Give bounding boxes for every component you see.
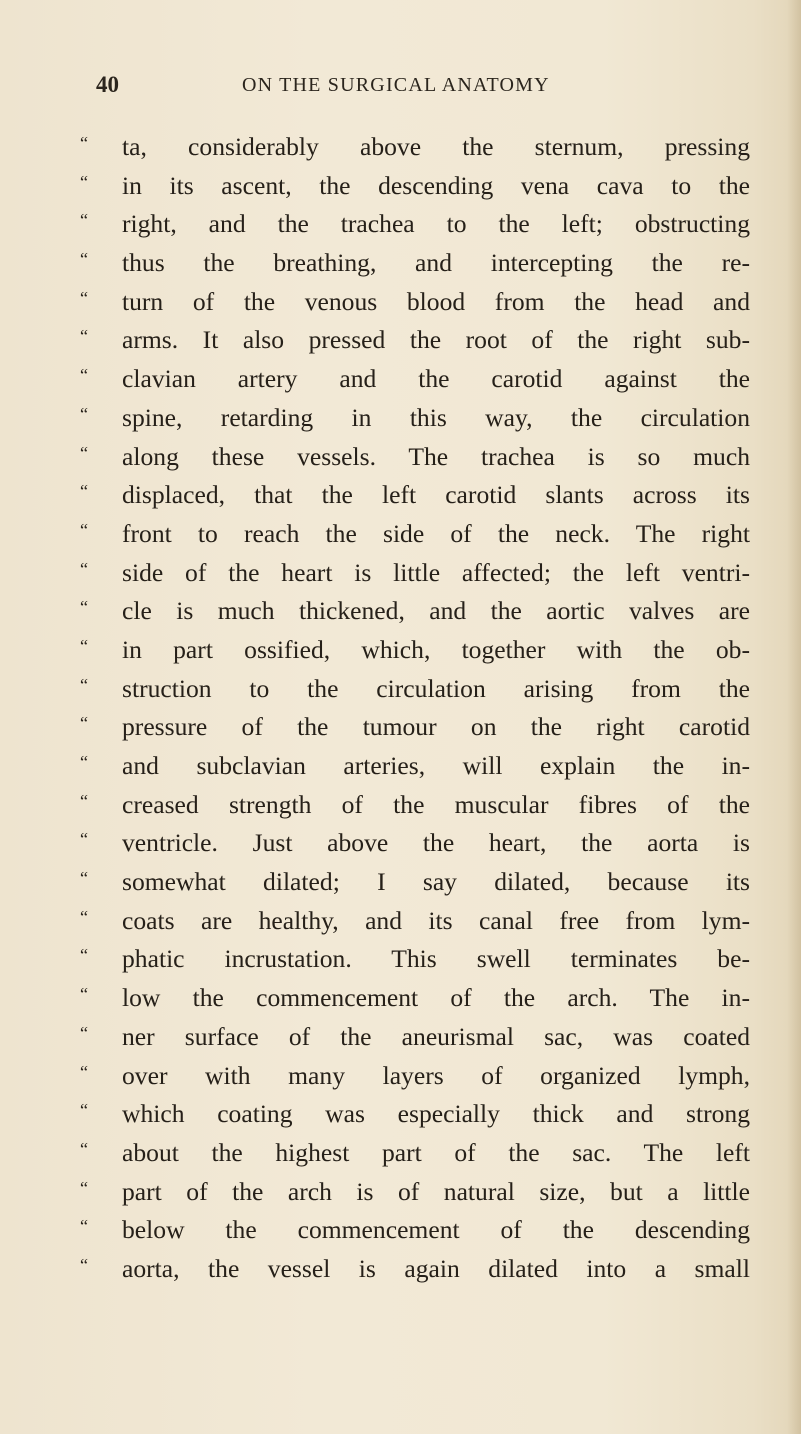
line-text: clavian artery and the carotid against the <box>122 364 750 394</box>
line-text: which coating was especially thick and strong <box>122 1099 750 1129</box>
line-text: right, and the trachea to the left; obstructing <box>122 209 750 239</box>
text-line <box>80 244 750 283</box>
line-text: in part ossified, which, together with the ob- <box>122 634 750 664</box>
quote-mark: “ <box>80 171 88 192</box>
running-head <box>96 72 656 102</box>
text-line <box>80 824 750 863</box>
text-line <box>80 1211 750 1250</box>
line-text: and subclavian arteries, will explain the in- <box>122 751 750 780</box>
quote-mark: “ <box>80 597 88 618</box>
line-text: turn of the venous blood from the head and <box>122 286 750 316</box>
line-text: front to reach the side of the neck. The right <box>122 518 750 548</box>
quote-mark: “ <box>80 1138 88 1159</box>
text-line <box>80 321 750 360</box>
quote-mark: “ <box>80 133 88 153</box>
quote-mark: “ <box>80 558 88 579</box>
text-line <box>80 670 750 709</box>
quote-mark: “ <box>80 1177 88 1198</box>
text-line <box>80 476 750 515</box>
text-line <box>80 554 750 593</box>
text-line <box>80 1134 750 1173</box>
line-text: struction to the circulation arising from the <box>122 673 750 703</box>
quote-mark: “ <box>80 945 88 966</box>
line-text: about the highest part of the sac. The left <box>122 1137 750 1167</box>
line-text: ventricle. Just above the heart, the aorta is <box>122 828 750 858</box>
text-line <box>80 438 750 477</box>
text-line <box>80 592 750 631</box>
text-line <box>80 863 750 902</box>
line-text: part of the arch is of natural size, but a little <box>122 1176 750 1206</box>
quote-mark: “ <box>80 403 88 424</box>
quote-mark: “ <box>80 635 88 656</box>
quote-mark: “ <box>80 365 88 386</box>
line-text: spine, retarding in this way, the circulation <box>122 402 750 432</box>
text-line <box>80 128 750 167</box>
text-line <box>80 1057 750 1096</box>
quote-mark: “ <box>80 790 88 811</box>
quote-mark: “ <box>80 984 88 1005</box>
text-line <box>80 631 750 670</box>
running-title: ON THE SURGICAL ANATOMY <box>242 74 550 96</box>
quote-mark: “ <box>80 1061 88 1082</box>
line-text: pressure of the tumour on the right carotid <box>122 712 750 742</box>
quote-mark: “ <box>80 442 88 463</box>
quote-mark: “ <box>80 674 88 695</box>
quote-mark: “ <box>80 829 88 850</box>
line-text: cle is much thickened, and the aortic valves are <box>122 596 750 626</box>
line-text: coats are healthy, and its canal free from lym- <box>122 905 750 935</box>
text-line <box>80 167 750 206</box>
line-text: thus the breathing, and intercepting the re- <box>122 248 750 278</box>
page-number: 40 <box>96 72 119 97</box>
quote-mark: “ <box>80 906 88 927</box>
text-line <box>80 786 750 825</box>
body-text <box>80 128 750 1289</box>
quote-mark: “ <box>80 481 88 502</box>
text-line <box>80 399 750 438</box>
text-line <box>80 747 750 786</box>
line-text: low the commencement of the arch. The in- <box>122 983 750 1013</box>
quote-mark: “ <box>80 326 88 347</box>
text-line <box>80 515 750 554</box>
line-text: creased strength of the muscular fibres of the <box>122 789 750 819</box>
line-text: arms. It also pressed the root of the right sub- <box>122 325 750 355</box>
line-text: phatic incrustation. This swell terminates be- <box>122 944 750 974</box>
line-text: over with many layers of organized lymph, <box>122 1060 750 1090</box>
line-text: along these vessels. The trachea is so much <box>122 441 750 471</box>
text-line <box>80 1095 750 1134</box>
line-text: below the commencement of the descending <box>122 1215 750 1245</box>
text-line <box>80 1173 750 1212</box>
line-text: in its ascent, the descending vena cava to the <box>122 170 750 200</box>
quote-mark: “ <box>80 1100 88 1121</box>
quote-mark: “ <box>80 1022 88 1043</box>
quote-mark: “ <box>80 713 88 734</box>
text-line <box>80 979 750 1018</box>
quote-mark: “ <box>80 249 88 270</box>
line-text: ta, considerably above the sternum, pressing <box>122 132 750 161</box>
page-edge-shadow <box>787 0 801 1434</box>
quote-mark: “ <box>80 287 88 308</box>
text-line <box>80 360 750 399</box>
line-text: displaced, that the left carotid slants across its <box>122 480 750 510</box>
text-line <box>80 1250 750 1289</box>
quote-mark: “ <box>80 210 88 231</box>
line-text: ner surface of the aneurismal sac, was coated <box>122 1021 750 1051</box>
text-line <box>80 940 750 979</box>
quote-mark: “ <box>80 752 88 772</box>
quote-mark: “ <box>80 519 88 540</box>
line-text: somewhat dilated; I say dilated, because its <box>122 867 750 897</box>
text-line <box>80 708 750 747</box>
quote-mark: “ <box>80 1216 88 1237</box>
line-text: side of the heart is little affected; the left ventri- <box>122 557 750 587</box>
text-line <box>80 205 750 244</box>
line-text: aorta, the vessel is again dilated into a small <box>122 1253 750 1283</box>
text-line <box>80 1018 750 1057</box>
quote-mark: “ <box>80 868 88 889</box>
text-line <box>80 902 750 941</box>
quote-mark: “ <box>80 1254 88 1275</box>
text-line <box>80 283 750 322</box>
